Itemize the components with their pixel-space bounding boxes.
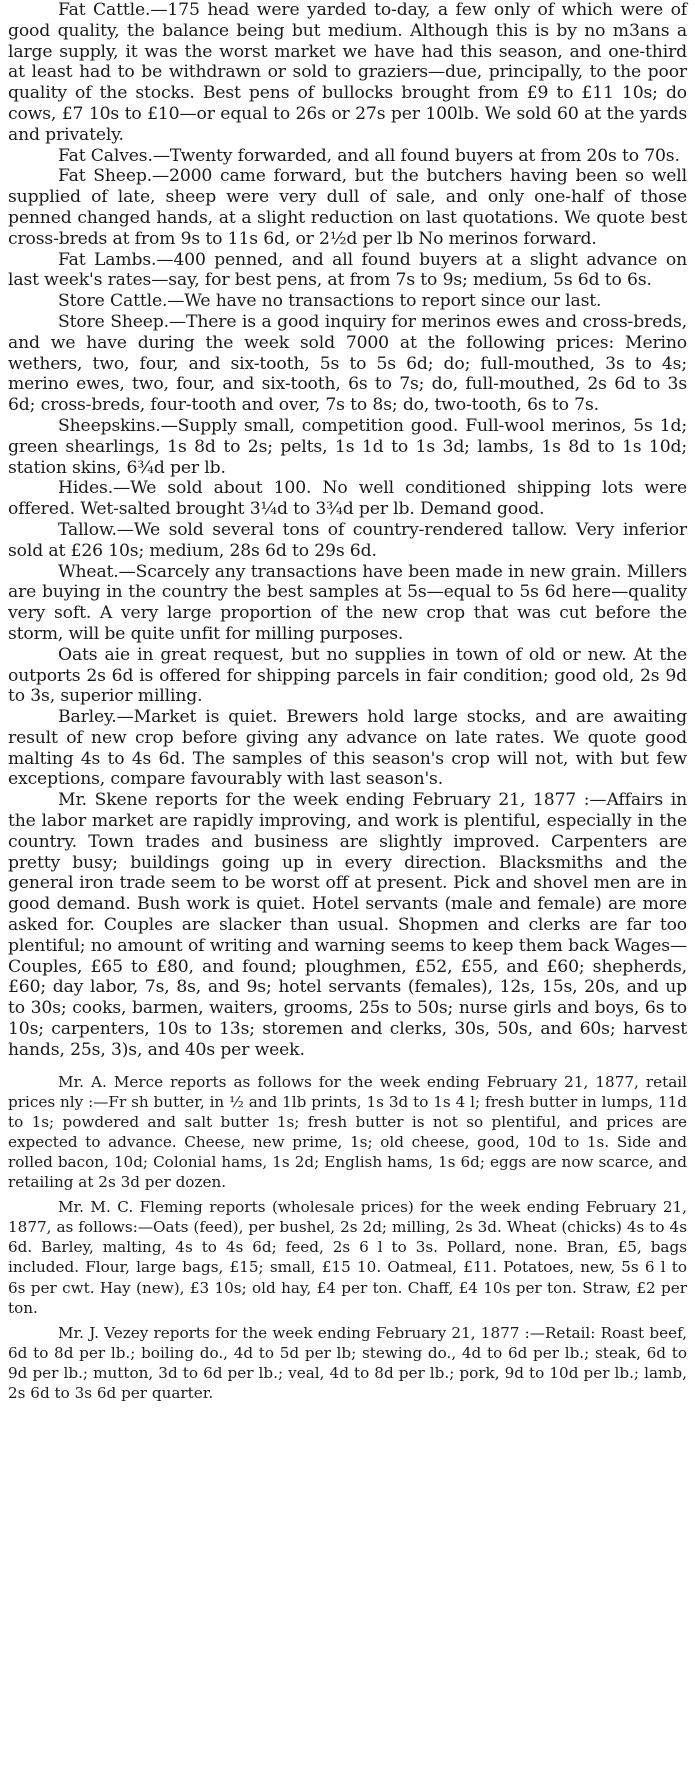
paragraph-fat-lambs: Fat Lambs.—400 penned, and all found buyers at a slight advance on last week's rates—say, for best pens, at from 7s to 9s; medium, 5s 6d to 6s. — [8, 249, 687, 291]
paragraph-merce-report: Mr. A. Merce reports as follows for the week ending February 21, 1877, retail prices nly :—Fr sh butter, in ½ and 1lb prints, 1s 3d to 1s 4 l; fresh butter in lumps, 11d to 1s; powdered and salt butter 1s; fresh butter is not so plentiful, and prices are expected to advance. Cheese, new prime, 1s; old cheese, good, 10d to 1s. Side and rolled bacon, 10d; Colonial hams, 1s 2d; English hams, 1s 6d; eggs are now scarce, and retailing at 2s 3d per dozen. — [8, 1072, 687, 1192]
paragraph-barley: Barley.—Market is quiet. Brewers hold large stocks, and are awaiting result of new crop before giving any advance on late rates. We quote good malting 4s to 4s 6d. The samples of this season's crop will not, with but few exceptions, compare favourably with last season's. — [8, 707, 687, 790]
paragraph-fleming-report: Mr. M. C. Fleming reports (wholesale prices) for the week ending February 21, 1877, as follows:—Oats (feed), per bushel, 2s 2d; milling, 2s 3d. Wheat (chicks) 4s to 4s 6d. Barley, malting, 4s to 4s 6d; feed, 2s 6 l to 3s. Pollard, none. Bran, £5, bags included. Flour, large bags, £15; small, £15 10. Oatmeal, £11. Potatoes, new, 5s 6 l to 6s per cwt. Hay (new), £3 10s; old hay, £4 per ton. Chaff, £4 10s per ton. Straw, £2 per ton. — [8, 1198, 687, 1317]
paragraph-wheat: Wheat.—Scarcely any transactions have been made in new grain. Millers are buying in the country the best samples at 5s—equal to 5s 6d here—quality very soft. A very large proportion of the new crop that was cut before the storm, will be quite unfit for milling purposes. — [8, 561, 687, 644]
paragraph-store-sheep: Store Sheep.—There is a good inquiry for merinos ewes and cross-breds, and we have during the week sold 7000 at the following prices: Merino wethers, two, four, and six-tooth, 5s to 5s 6d; do; full-mouthed, 3s to 4s; merino ewes, two, four, and six-tooth, 6s to 7s; do, full-mouthed, 2s 6d to 3s 6d; cross-breds, four-tooth and over, 7s to 8s; do, two-tooth, 6s to 7s. — [8, 311, 687, 416]
paragraph-oats: Oats aie in great request, but no supplies in town of old or new. At the outports 2s 6d is offered for shipping parcels in fair condition; good old, 2s 9d to 3s, superior milling. — [8, 644, 687, 707]
paragraph-tallow: Tallow.—We sold several tons of country-rendered tallow. Very inferior sold at £26 10s; medium, 28s 6d to 29s 6d. — [8, 519, 687, 561]
paragraph-fat-sheep: Fat Sheep.—2000 came forward, but the butchers having been so well supplied of late, sheep were very dull of sale, and only one-half of those penned changed hands, at a slight reduction on last quotations. We quote best cross-breds at from 9s to 11s 6d, or 2½d per lb No merinos forward. — [8, 166, 687, 249]
paragraph-sheepskins: Sheepskins.—Supply small, competition good. Full-wool merinos, 5s 1d; green shearlings, 1s 8d to 2s; pelts, 1s 1d to 1s 3d; lambs, 1s 8d to 1s 10d; station skins, 6¾d per lb. — [8, 415, 687, 478]
paragraph-hides: Hides.—We sold about 100. No well conditioned shipping lots were offered. Wet-salted brought 3¼d to 3¾d per lb. Demand good. — [8, 478, 687, 520]
paragraph-skene-report: Mr. Skene reports for the week ending February 21, 1877 :—Affairs in the labor market are rapidly improving, and work is plentiful, especially in the country. Town trades and business are slightly improved. Carpenters are pretty busy; buildings going up in every direction. Blacksmiths and the general iron trade seem to be worst off at present. Pick and shovel men are in good demand. Bush work is quiet. Hotel servants (male and female) are more asked for. Couples are slacker than usual. Shopmen and clerks are far too plentiful; no amount of writing and warning seems to keep them back Wages—Couples, £65 to £80, and found; ploughmen, £52, £55, and £60; shepherds, £60; day labor, 7s, 8s, and 9s; hotel servants (females), 12s, 15s, 20s, and up to 30s; cooks, barmen, waiters, grooms, 25s to 50s; nurse girls and boys, 6s to 10s; carpenters, 10s to 13s; storemen and clerks, 30s, 50s, and 60s; harvest hands, 25s, 3)s, and 40s per week. — [8, 790, 687, 1060]
paragraph-vezey-report: Mr. J. Vezey reports for the week ending February 21, 1877 :—Retail: Roast beef, 6d to 8d per lb.; boiling do., 4d to 5d per lb; stewing do., 4d to 6d per lb.; steak, 6d to 9d per lb.; mutton, 3d to 6d per lb.; veal, 4d to 8d per lb.; pork, 9d to 10d per lb.; lamb, 2s 6d to 3s 6d per quarter. — [8, 1323, 687, 1403]
paragraph-store-cattle: Store Cattle.—We have no transactions to report since our last. — [58, 291, 602, 312]
paragraph-fat-calves: Fat Calves.—Twenty forwarded, and all found buyers at from 20s to 70s. — [58, 145, 680, 166]
paragraph-fat-cattle: Fat Cattle.—175 head were yarded to-day, a few only of which were of good quality, the balance being but medium. Although this is by no m3ans a large supply, it was the worst market we have had this season, and one-third at least had to be withdrawn or sold to graziers—due, principally, to the poor quality of the stocks. Best pens of bullocks brought from £9 to £11 10s; do cows, £7 10s to £10—or equal to 26s or 27s per 100lb. We sold 60 at the yards and privately. — [8, 0, 687, 145]
